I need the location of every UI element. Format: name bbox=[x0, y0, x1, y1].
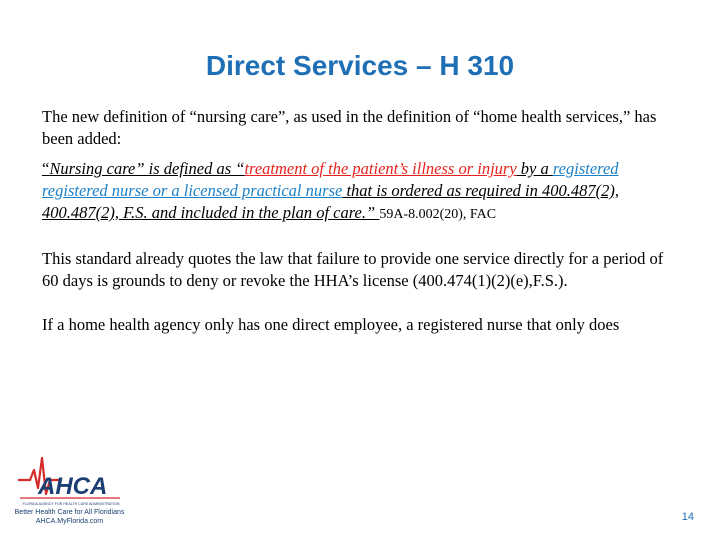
quote-mid-1: by a bbox=[516, 159, 553, 178]
quote-red-text: treatment of the patient’s illness or injury bbox=[244, 159, 517, 178]
logo-wordmark: AHCA bbox=[38, 473, 108, 500]
logo-tagline bbox=[12, 508, 127, 526]
intro-paragraph: The new definition of “nursing care”, as used in the definition of “home health services,” has been added: bbox=[42, 107, 657, 148]
tagline-line-1: Better Health Care for All Floridians bbox=[14, 509, 125, 516]
paragraph-license: This standard already quotes the law that failure to provide one service directly for a period of 60 days is grounds to deny or revoke the HHA’s license (400.474(1)(2)(e),F.S.). bbox=[42, 249, 664, 290]
quote-citation: 59A-8.002(20), FAC bbox=[379, 207, 497, 222]
quote-blue-text: registered registered nurse or a licensed practical nurse bbox=[42, 159, 619, 200]
page-number: 14 bbox=[681, 511, 694, 523]
ahca-logo bbox=[12, 450, 127, 530]
quote-lead: Nursing care” is defined as “ bbox=[49, 159, 245, 178]
slide-title: Direct Services – H 310 bbox=[205, 50, 515, 81]
quote-open-mark: “ bbox=[42, 159, 50, 178]
logo-subtitle: FLORIDA AGENCY FOR HEALTH CARE ADMINISTRATION bbox=[22, 502, 120, 506]
ahca-logo-mark bbox=[16, 450, 126, 506]
quote-mid-2: that is ordered as required in 400.487(2), 400.487(2), F.S. and included in the plan of care.” bbox=[42, 181, 619, 222]
tagline-line-2: AHCA.MyFlorida.com bbox=[35, 518, 104, 525]
paragraph-employee: If a home health agency only has one direct employee, a registered nurse that only does bbox=[42, 315, 620, 334]
definition-quote bbox=[42, 158, 682, 226]
slide-body bbox=[42, 106, 682, 344]
